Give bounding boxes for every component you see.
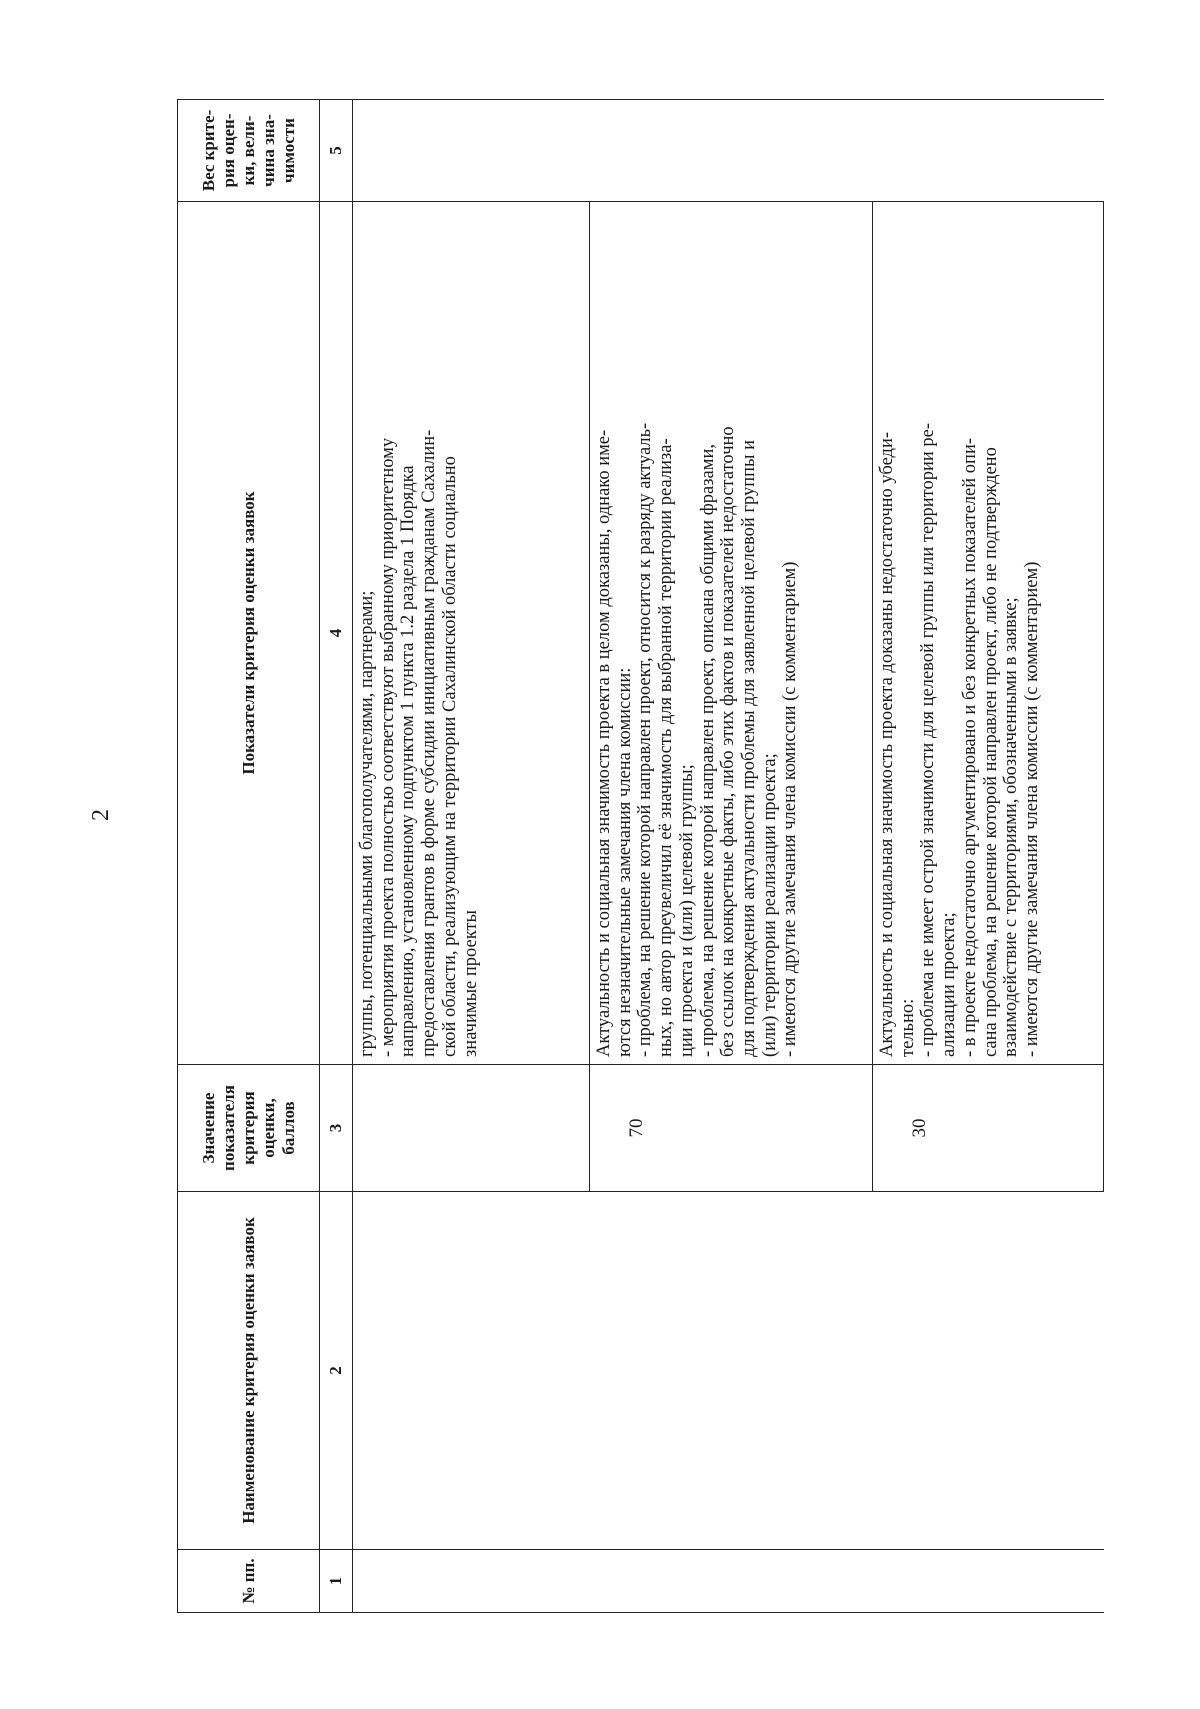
header-row (178, 100, 320, 1613)
text-line: группы, потенциальными благополучателями, партнерами; (357, 590, 377, 1057)
text-line: ции проекта и (или) целевой группы; (676, 764, 697, 1057)
header-weight: Вес крите-рия оцен-ки, вели-чина зна-чимости (178, 100, 320, 202)
criteria-table-rotated (177, 100, 1089, 1613)
column-number: 3 (320, 1065, 353, 1192)
criterion-name-cell (353, 1192, 1104, 1550)
text-line: для подтверждения актуальности проблемы для заявленной целевой группы и (738, 439, 759, 1057)
text-line: Актуальность и социальная значимость проекта доказаны недостаточно убеди- (877, 431, 897, 1057)
header-indicators: Показатели критерия оценки заявок (178, 202, 320, 1065)
text-line: - в проекте недостаточно аргументировано и без конкретных показателей опи- (959, 437, 980, 1057)
text-line: - проблема не имеет острой значимости для целевой группы или территории ре- (918, 422, 939, 1057)
indicator-text-cell (353, 202, 590, 1065)
text-line: Актуальность и социальная значимость проекта в целом доказаны, однако име- (594, 429, 614, 1057)
text-line: - имеются другие замечания члена комиссии (с комментарием) (780, 561, 801, 1057)
points-cell: 30 (873, 1065, 1104, 1192)
header-points: Значение показателя критерия оценки, баллов (178, 1065, 320, 1192)
column-number: 4 (320, 202, 353, 1065)
text-line: сана проблема, на решение которой направлен проект, либо не подтверждено (980, 447, 1001, 1057)
points-cell (353, 1065, 590, 1192)
text-line: - проблема, на решение которой направлен проект, относится к разряду актуаль- (635, 422, 656, 1057)
text-line: значимые проекты (460, 910, 481, 1057)
header-number: № пп. (178, 1550, 320, 1613)
indicator-text-cell (873, 202, 1104, 1065)
text-line: - имеются другие замечания члена комиссии (с комментарием) (1021, 561, 1042, 1057)
text-line: - проблема, на решение которой направлен проект, описана общими фразами, (697, 444, 718, 1057)
column-number: 5 (320, 100, 353, 202)
text-line: - мероприятия проекта полностью соответствуют выбранному приоритетному (377, 437, 398, 1057)
header-criterion-name: Наименование критерия оценки заявок (178, 1192, 320, 1550)
text-line: взаимодействие с территориями, обозначенными в заявке; (1001, 597, 1022, 1057)
text-line: предоставления грантов в форме субсидии инициативным гражданам Сахалин- (419, 429, 440, 1057)
weight-cell (353, 100, 1104, 202)
column-number: 2 (320, 1192, 353, 1550)
points-cell: 70 (590, 1065, 873, 1192)
text-line: ных, но автор преувеличил её значимость для выбранной территории реализа- (656, 438, 677, 1057)
number-cell (353, 1550, 1104, 1613)
indicator-text-cell (590, 202, 873, 1065)
text-line: ализации проекта; (939, 912, 960, 1057)
criteria-table (177, 99, 1104, 1613)
text-line: без ссылок на конкретные факты, либо этих фактов и показателей недостаточно (718, 426, 739, 1057)
table-row (353, 100, 590, 1613)
text-line: направлению, установленному подпунктом 1 пункта 1.2 раздела 1 Порядка (398, 465, 419, 1057)
column-number-row (320, 100, 353, 1613)
page-number: 2 (88, 809, 114, 821)
text-line: тельно: (897, 998, 918, 1057)
text-line: ются незначительные замечания члена комиссии: (614, 667, 635, 1057)
column-number: 1 (320, 1550, 353, 1613)
text-line: ской области, реализующим на территории Сахалинской области социально (439, 456, 460, 1057)
text-line: (или) территории реализации проекта; (759, 753, 780, 1057)
